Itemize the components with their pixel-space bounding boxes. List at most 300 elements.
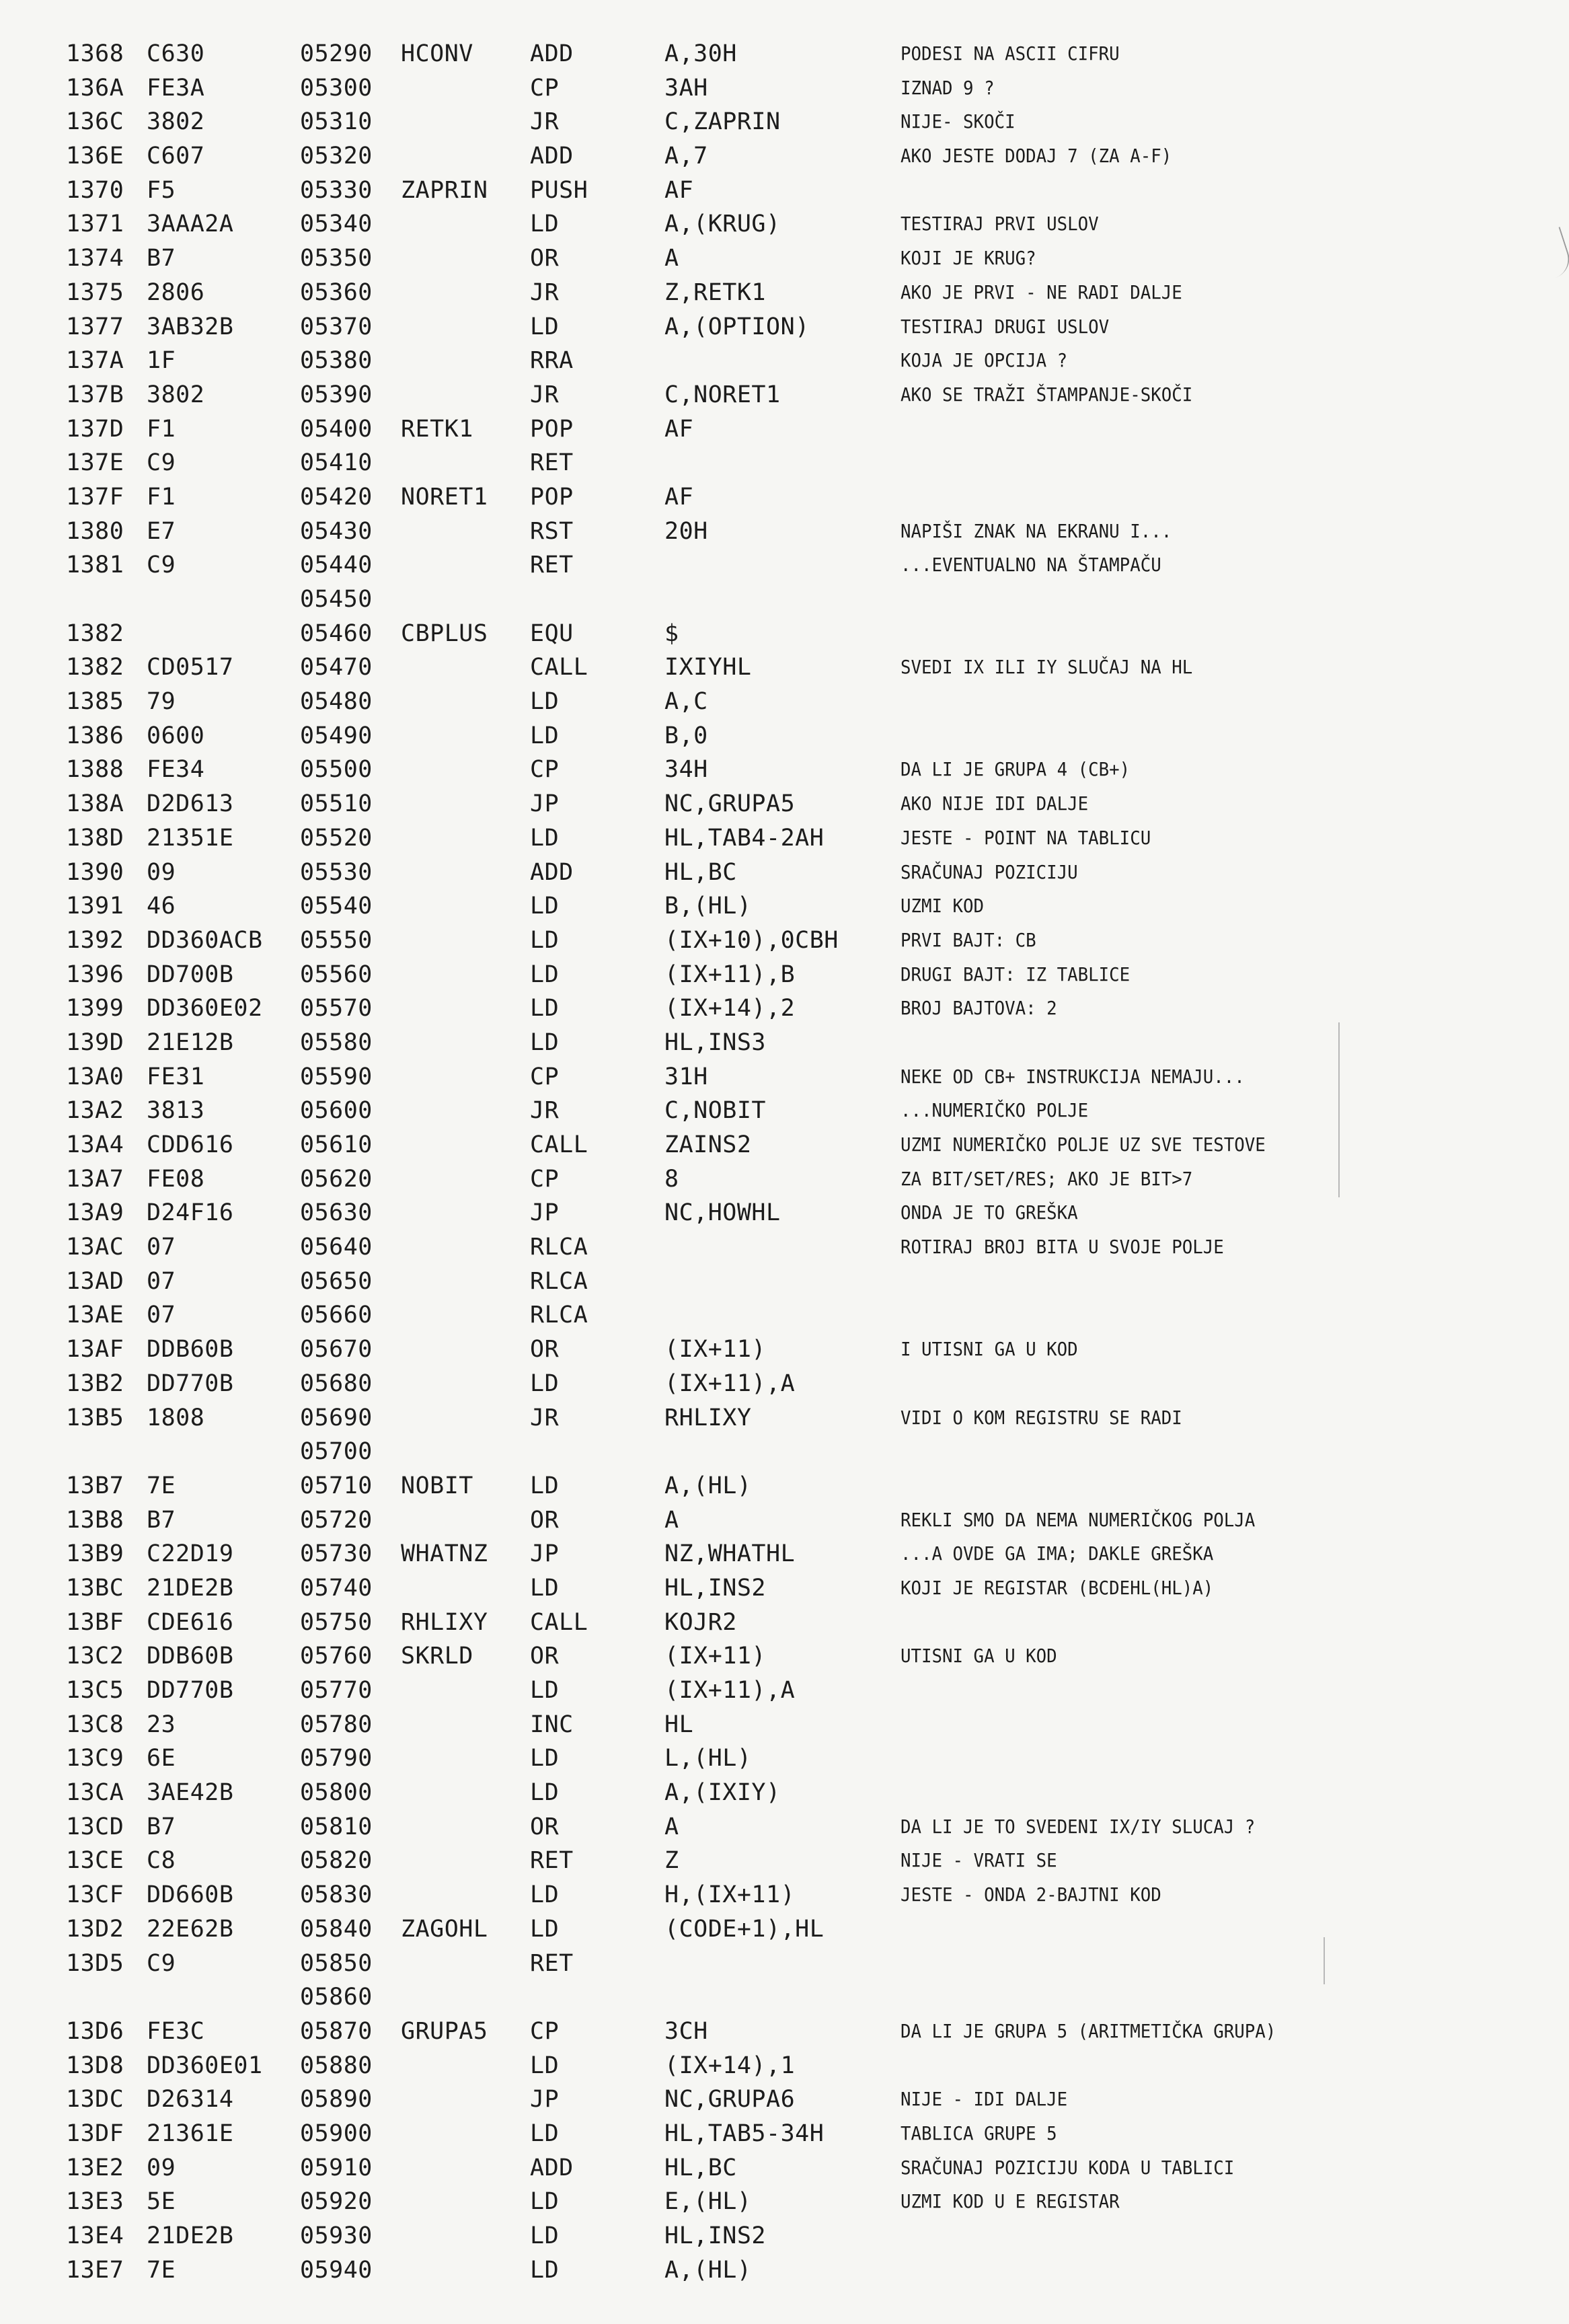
address: 1382: [66, 654, 124, 681]
object-code: B7: [147, 1506, 176, 1534]
address: 13A9: [66, 1199, 124, 1227]
line-number: 05310: [300, 108, 373, 136]
mnemonic: LD: [530, 961, 560, 988]
listing-row: [66, 515, 1539, 549]
address: 136A: [66, 74, 124, 102]
object-code: DD660B: [147, 1881, 234, 1909]
object-code: C9: [147, 1949, 176, 1977]
comment: IZNAD 9 ?: [901, 76, 995, 99]
mnemonic: LD: [530, 688, 560, 716]
line-number: 05680: [300, 1370, 373, 1397]
object-code: D2D613: [147, 790, 234, 818]
mnemonic: LD: [530, 1779, 560, 1807]
address: 13AF: [66, 1336, 124, 1363]
mnemonic: RLCA: [530, 1234, 588, 1261]
mnemonic: RET: [530, 449, 574, 477]
mnemonic: CP: [530, 1165, 560, 1193]
line-number: 05360: [300, 278, 373, 306]
object-code: 3802: [147, 108, 205, 136]
operand: KOJR2: [664, 1608, 737, 1636]
line-number: 05880: [300, 2052, 373, 2079]
object-code: CD0517: [147, 654, 234, 681]
comment: REKLI SMO DA NEMA NUMERIČKOG POLJA: [901, 1508, 1256, 1531]
mnemonic: JP: [530, 1540, 560, 1568]
comment: JESTE - ONDA 2-BAJTNI KOD: [901, 1883, 1161, 1906]
listing-row: [66, 685, 1539, 719]
mnemonic: ADD: [530, 858, 574, 886]
object-code: 21DE2B: [147, 1574, 234, 1602]
line-number: 05700: [300, 1438, 373, 1466]
object-code: E7: [147, 517, 176, 545]
comment: DRUGI BAJT: IZ TABLICE: [901, 963, 1131, 985]
object-code: 3802: [147, 381, 205, 408]
address: 1370: [66, 176, 124, 204]
line-number: 05800: [300, 1779, 373, 1807]
mnemonic: CP: [530, 1063, 560, 1090]
object-code: DD360ACB: [147, 926, 263, 954]
address: 13E3: [66, 2188, 124, 2216]
object-code: 21DE2B: [147, 2222, 234, 2249]
address: 13A7: [66, 1165, 124, 1193]
operand: A: [664, 245, 679, 272]
listing-row: [66, 2151, 1539, 2185]
object-code: 1F: [147, 347, 176, 375]
comment: SRAČUNAJ POZICIJU KODA U TABLICI: [901, 2156, 1235, 2179]
line-number: 05720: [300, 1506, 373, 1534]
address: 1377: [66, 313, 124, 340]
address: 13D5: [66, 1949, 124, 1977]
address: 136E: [66, 143, 124, 170]
address: 13C8: [66, 1711, 124, 1738]
object-code: DD360E02: [147, 995, 263, 1022]
mnemonic: CALL: [530, 1608, 588, 1636]
mnemonic: LD: [530, 1677, 560, 1704]
listing-row: [66, 37, 1539, 71]
mnemonic: RET: [530, 1847, 574, 1875]
mnemonic: JR: [530, 1404, 560, 1431]
line-number: 05300: [300, 74, 373, 102]
listing-row: [66, 1741, 1539, 1776]
mnemonic: RST: [530, 517, 574, 545]
label: WHATNZ: [401, 1540, 488, 1568]
comment: NIJE - IDI DALJE: [901, 2088, 1068, 2111]
address: 13A4: [66, 1131, 124, 1158]
line-number: 05390: [300, 381, 373, 408]
listing-row: [66, 2117, 1539, 2151]
mnemonic: LD: [530, 722, 560, 749]
address: 13C2: [66, 1643, 124, 1670]
address: 13E7: [66, 2256, 124, 2284]
address: 13AD: [66, 1267, 124, 1295]
listing-row: [66, 105, 1539, 139]
mnemonic: CALL: [530, 654, 588, 681]
operand: 34H: [664, 756, 708, 784]
comment: AKO SE TRAŽI ŠTAMPANJE-SKOČI: [901, 383, 1193, 406]
line-number: 05370: [300, 313, 373, 340]
listing-row: [66, 1230, 1539, 1265]
operand: HL,BC: [664, 2154, 737, 2181]
line-number: 05340: [300, 211, 373, 238]
operand: (IX+11),A: [664, 1370, 796, 1397]
operand: E,(HL): [664, 2188, 752, 2216]
listing-row: [66, 821, 1539, 856]
operand: A,7: [664, 143, 708, 170]
line-number: 05870: [300, 2017, 373, 2045]
address: 1386: [66, 722, 124, 749]
comment: PODESI NA ASCII CIFRU: [901, 42, 1120, 65]
operand: HL,TAB4-2AH: [664, 824, 825, 852]
object-code: B7: [147, 1813, 176, 1840]
mnemonic: LD: [530, 2222, 560, 2249]
address: 1371: [66, 211, 124, 238]
address: 1399: [66, 995, 124, 1022]
object-code: 21351E: [147, 824, 234, 852]
mnemonic: POP: [530, 415, 574, 443]
operand: (IX+10),0CBH: [664, 926, 839, 954]
operand: C,NOBIT: [664, 1097, 767, 1125]
mnemonic: RET: [530, 1949, 574, 1977]
object-code: 23: [147, 1711, 176, 1738]
object-code: 7E: [147, 1472, 176, 1499]
address: 139D: [66, 1028, 124, 1056]
line-number: 05920: [300, 2188, 373, 2216]
line-number: 05740: [300, 1574, 373, 1602]
line-number: 05450: [300, 586, 373, 613]
listing-row: [66, 2185, 1539, 2219]
operand: (IX+14),2: [664, 995, 796, 1022]
comment: TABLICA GRUPE 5: [901, 2122, 1057, 2144]
mnemonic: PUSH: [530, 176, 588, 204]
address: 13B9: [66, 1540, 124, 1568]
object-code: 46: [147, 893, 176, 920]
operand: IXIYHL: [664, 654, 752, 681]
operand: AF: [664, 176, 694, 204]
listing-row: [66, 344, 1539, 378]
mnemonic: OR: [530, 245, 560, 272]
line-number: 05320: [300, 143, 373, 170]
operand: A,(IXIY): [664, 1779, 781, 1807]
object-code: 1808: [147, 1404, 205, 1431]
operand: A,(HL): [664, 2256, 752, 2284]
comment: DA LI JE GRUPA 5 (ARITMETIČKA GRUPA): [901, 2019, 1276, 2042]
line-number: 05530: [300, 858, 373, 886]
listing-row: [66, 1367, 1539, 1401]
mnemonic: LD: [530, 824, 560, 852]
operand: H,(IX+11): [664, 1881, 796, 1909]
listing-row: [66, 241, 1539, 276]
address: 1375: [66, 278, 124, 306]
listing-row: [66, 1196, 1539, 1230]
address: 1374: [66, 245, 124, 272]
mnemonic: EQU: [530, 620, 574, 647]
address: 137F: [66, 483, 124, 511]
address: 1385: [66, 688, 124, 716]
mnemonic: INC: [530, 1711, 574, 1738]
comment: KOJI JE REGISTAR (BCDEHL(HL)A): [901, 1576, 1214, 1599]
mnemonic: JR: [530, 108, 560, 136]
comment: NEKE OD CB+ INSTRUKCIJA NEMAJU...: [901, 1065, 1245, 1088]
line-number: 05540: [300, 893, 373, 920]
line-number: 05410: [300, 449, 373, 477]
label: NOBIT: [401, 1472, 473, 1499]
comment: SRAČUNAJ POZICIJU: [901, 860, 1078, 883]
object-code: C630: [147, 40, 205, 67]
listing-row: [66, 207, 1539, 241]
object-code: 09: [147, 2154, 176, 2181]
line-number: 05610: [300, 1131, 373, 1158]
object-code: 07: [147, 1234, 176, 1261]
comment: JESTE - POINT NA TABLICU: [901, 826, 1151, 849]
object-code: DD700B: [147, 961, 234, 988]
address: 137B: [66, 381, 124, 408]
label: HCONV: [401, 40, 473, 67]
object-code: DD770B: [147, 1370, 234, 1397]
line-number: 05330: [300, 176, 373, 204]
mnemonic: LD: [530, 2052, 560, 2079]
address: 13A0: [66, 1063, 124, 1090]
address: 1388: [66, 756, 124, 784]
address: 13D6: [66, 2017, 124, 2045]
listing-row: [66, 1298, 1539, 1333]
mnemonic: LD: [530, 1745, 560, 1772]
object-code: DDB60B: [147, 1336, 234, 1363]
operand: NZ,WHATHL: [664, 1540, 796, 1568]
line-number: 05690: [300, 1404, 373, 1431]
comment: TESTIRAJ PRVI USLOV: [901, 213, 1099, 235]
line-number: 05670: [300, 1336, 373, 1363]
operand: A: [664, 1506, 679, 1534]
listing-row: [66, 1708, 1539, 1742]
line-number: 05760: [300, 1643, 373, 1670]
operand: RHLIXY: [664, 1404, 752, 1431]
line-number: 05790: [300, 1745, 373, 1772]
comment: TESTIRAJ DRUGI USLOV: [901, 315, 1110, 338]
comment: DA LI JE TO SVEDENI IX/IY SLUCAJ ?: [901, 1815, 1256, 1838]
object-code: CDE616: [147, 1608, 234, 1636]
listing-row: [66, 1537, 1539, 1571]
mnemonic: ADD: [530, 40, 574, 67]
mnemonic: LD: [530, 2120, 560, 2147]
address: 13CF: [66, 1881, 124, 1909]
listing-row: [66, 1265, 1539, 1299]
listing-row: [66, 787, 1539, 821]
operand: NC,GRUPA5: [664, 790, 796, 818]
mnemonic: RLCA: [530, 1267, 588, 1295]
object-code: C607: [147, 143, 205, 170]
listing-row: [66, 1674, 1539, 1708]
address: 13D2: [66, 1915, 124, 1943]
address: 13D8: [66, 2052, 124, 2079]
line-number: 05710: [300, 1472, 373, 1499]
address: 1382: [66, 620, 124, 647]
comment: AKO JE PRVI - NE RADI DALJE: [901, 280, 1182, 303]
object-code: FE08: [147, 1165, 205, 1193]
address: 137A: [66, 347, 124, 375]
address: 137E: [66, 449, 124, 477]
mnemonic: OR: [530, 1643, 560, 1670]
label: RETK1: [401, 415, 473, 443]
line-number: 05820: [300, 1847, 373, 1875]
listing-row: [66, 276, 1539, 310]
mnemonic: LD: [530, 1915, 560, 1943]
line-number: 05770: [300, 1677, 373, 1704]
line-number: 05660: [300, 1302, 373, 1329]
object-code: 3813: [147, 1097, 205, 1125]
listing-row: [66, 719, 1539, 753]
object-code: 09: [147, 858, 176, 886]
address: 1381: [66, 552, 124, 579]
address: 13CE: [66, 1847, 124, 1875]
listing-row: [66, 991, 1539, 1026]
object-code: DDB60B: [147, 1643, 234, 1670]
line-number: 05420: [300, 483, 373, 511]
object-code: C9: [147, 449, 176, 477]
object-code: 3AAA2A: [147, 211, 234, 238]
mnemonic: OR: [530, 1506, 560, 1534]
line-number: 05780: [300, 1711, 373, 1738]
operand: B,0: [664, 722, 708, 749]
comment: DA LI JE GRUPA 4 (CB+): [901, 758, 1131, 781]
mnemonic: RET: [530, 552, 574, 579]
comment: VIDI O KOM REGISTRU SE RADI: [901, 1406, 1182, 1429]
mnemonic: LD: [530, 1370, 560, 1397]
line-number: 05380: [300, 347, 373, 375]
object-code: 2806: [147, 278, 205, 306]
listing-row: [66, 2049, 1539, 2083]
comment: UZMI KOD: [901, 895, 985, 917]
object-code: CDD616: [147, 1131, 234, 1158]
object-code: D24F16: [147, 1199, 234, 1227]
object-code: C9: [147, 552, 176, 579]
mnemonic: JP: [530, 790, 560, 818]
listing-row: [66, 480, 1539, 515]
operand: AF: [664, 415, 694, 443]
operand: (IX+11): [664, 1336, 767, 1363]
listing-row: [66, 1469, 1539, 1503]
object-code: DD360E01: [147, 2052, 263, 2079]
listing-row: [66, 1503, 1539, 1538]
address: 13B2: [66, 1370, 124, 1397]
mnemonic: LD: [530, 313, 560, 340]
listing-row: [66, 617, 1539, 651]
label: ZAGOHL: [401, 1915, 488, 1943]
listing-row: [66, 1333, 1539, 1367]
comment: ...NUMERIČKO POLJE: [901, 1099, 1089, 1122]
comment: I UTISNI GA U KOD: [901, 1338, 1078, 1361]
operand: 3CH: [664, 2017, 708, 2045]
listing-row: [66, 71, 1539, 106]
listing-row: [66, 548, 1539, 583]
label: RHLIXY: [401, 1608, 488, 1636]
mnemonic: ADD: [530, 2154, 574, 2181]
address: 13B7: [66, 1472, 124, 1499]
mnemonic: LD: [530, 211, 560, 238]
listing-row: [66, 1980, 1539, 2015]
operand: (IX+11),B: [664, 961, 796, 988]
listing-row: [66, 2253, 1539, 2288]
object-code: 07: [147, 1267, 176, 1295]
operand: 20H: [664, 517, 708, 545]
listing-row: [66, 1912, 1539, 1947]
address: 138A: [66, 790, 124, 818]
address: 1392: [66, 926, 124, 954]
operand: NC,HOWHL: [664, 1199, 781, 1227]
address: 13AE: [66, 1302, 124, 1329]
listing-row: [66, 1128, 1539, 1162]
listing-row: [66, 446, 1539, 480]
operand: B,(HL): [664, 893, 752, 920]
address: 1380: [66, 517, 124, 545]
line-number: 05650: [300, 1267, 373, 1295]
object-code: 5E: [147, 2188, 176, 2216]
object-code: 22E62B: [147, 1915, 234, 1943]
line-number: 05640: [300, 1234, 373, 1261]
object-code: C8: [147, 1847, 176, 1875]
object-code: 21E12B: [147, 1028, 234, 1056]
line-number: 05620: [300, 1165, 373, 1193]
comment: ROTIRAJ BROJ BITA U SVOJE POLJE: [901, 1236, 1224, 1259]
line-number: 05430: [300, 517, 373, 545]
listing-row: [66, 1162, 1539, 1197]
operand: A,30H: [664, 40, 737, 67]
operand: (IX+11): [664, 1643, 767, 1670]
comment: NIJE- SKOČI: [901, 110, 1016, 133]
line-number: 05860: [300, 1984, 373, 2011]
line-number: 05520: [300, 824, 373, 852]
comment: AKO NIJE IDI DALJE: [901, 792, 1089, 815]
mnemonic: LD: [530, 1574, 560, 1602]
comment: NIJE - VRATI SE: [901, 1849, 1057, 1872]
comment: ONDA JE TO GREŠKA: [901, 1201, 1078, 1224]
operand: HL,INS3: [664, 1028, 767, 1056]
mnemonic: OR: [530, 1336, 560, 1363]
line-number: 05480: [300, 688, 373, 716]
operand: HL,INS2: [664, 2222, 767, 2249]
object-code: C22D19: [147, 1540, 234, 1568]
object-code: B7: [147, 245, 176, 272]
line-number: 05730: [300, 1540, 373, 1568]
address: 1390: [66, 858, 124, 886]
operand: HL: [664, 1711, 694, 1738]
operand: (IX+11),A: [664, 1677, 796, 1704]
operand: 3AH: [664, 74, 708, 102]
object-code: 6E: [147, 1745, 176, 1772]
operand: NC,GRUPA6: [664, 2086, 796, 2113]
address: 13A2: [66, 1097, 124, 1125]
comment: KOJA JE OPCIJA ?: [901, 349, 1068, 372]
address: 13DF: [66, 2120, 124, 2147]
mnemonic: LD: [530, 893, 560, 920]
mnemonic: CALL: [530, 1131, 588, 1158]
line-number: 05890: [300, 2086, 373, 2113]
mnemonic: JR: [530, 381, 560, 408]
address: 13B8: [66, 1506, 124, 1534]
object-code: FE34: [147, 756, 205, 784]
mnemonic: ADD: [530, 143, 574, 170]
listing-row: [66, 958, 1539, 992]
address: 13BF: [66, 1608, 124, 1636]
listing-row: [66, 1776, 1539, 1810]
mnemonic: JP: [530, 2086, 560, 2113]
line-number: 05400: [300, 415, 373, 443]
line-number: 05900: [300, 2120, 373, 2147]
operand: 8: [664, 1165, 679, 1193]
operand: A,(HL): [664, 1472, 752, 1499]
line-number: 05440: [300, 552, 373, 579]
object-code: 3AE42B: [147, 1779, 234, 1807]
line-number: 05550: [300, 926, 373, 954]
object-code: F1: [147, 415, 176, 443]
